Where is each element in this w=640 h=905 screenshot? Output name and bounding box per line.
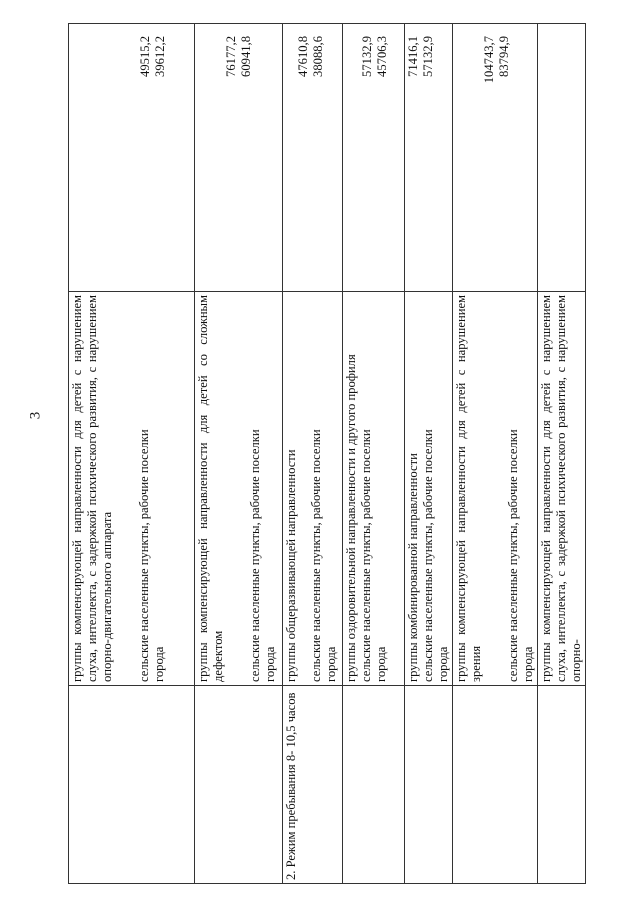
value-rural: 104743,7	[482, 36, 496, 84]
settlement-rural: сельские населенные пункты, рабочие поселки	[137, 429, 151, 682]
value-rural: 57132,9	[360, 36, 374, 77]
settlement-city: города	[152, 646, 166, 682]
group-cell	[453, 292, 538, 686]
group-cell	[195, 292, 283, 686]
mode-cell	[405, 686, 453, 884]
value-city: 83794,9	[497, 36, 511, 77]
settlement-list	[248, 295, 278, 682]
mode-cell	[343, 686, 405, 884]
value-cell	[343, 24, 405, 292]
settlement-city: города	[521, 646, 535, 682]
settlement-city: города	[263, 646, 277, 682]
value-city: 57132,9	[421, 36, 435, 77]
value-rural: 76177,2	[224, 36, 238, 77]
group-description: группы оздоровительной направленности и другого профиля	[344, 354, 358, 682]
settlement-list	[421, 295, 451, 682]
settlement-list	[309, 295, 339, 682]
value-city: 60941,8	[239, 36, 253, 77]
group-description: группы компенсирующей направленности для детей с нарушением слуха, интеллекта, с задержкой психического развития, с нарушением опорно-	[539, 295, 583, 682]
table-row	[283, 24, 343, 884]
value-city: 39612,2	[153, 36, 167, 77]
settlement-rural: сельские населенные пункты, рабочие поселки	[421, 429, 435, 682]
group-cell	[69, 292, 195, 686]
mode-cell	[453, 686, 538, 884]
table-row	[69, 24, 195, 884]
group-description: группы общеразвивающей направленности	[284, 449, 298, 682]
mode-cell	[195, 686, 283, 884]
settlement-list	[137, 295, 167, 682]
tariff-table	[68, 23, 586, 884]
value-cell	[283, 24, 343, 292]
value-rural: 71416,1	[406, 36, 420, 77]
value-rural: 47610,8	[296, 36, 310, 77]
settlement-rural: сельские населенные пункты, рабочие поселки	[309, 429, 323, 682]
settlement-city: города	[436, 646, 450, 682]
mode-cell: 2. Режим пребывания 8- 10,5 часов	[283, 686, 343, 884]
table-row	[343, 24, 405, 884]
settlement-list	[506, 295, 536, 682]
settlement-city: города	[324, 646, 338, 682]
settlement-city: города	[374, 646, 388, 682]
value-city: 38088,6	[311, 36, 325, 77]
group-description: группы комбинированной направленности	[406, 453, 420, 682]
value-cell	[69, 24, 195, 292]
settlement-rural: сельские населенные пункты, рабочие поселки	[359, 429, 373, 682]
settlement-rural: сельские населенные пункты, рабочие поселки	[506, 429, 520, 682]
mode-cell	[538, 686, 586, 884]
value-city: 45706,3	[375, 36, 389, 77]
value-cell	[453, 24, 538, 292]
group-description: группы компенсирующей направленности для детей с нарушением слуха, интеллекта, с задержкой психического развития, с нарушением опорно-двигательного аппарата	[70, 295, 114, 682]
group-cell	[538, 292, 586, 686]
group-cell	[283, 292, 343, 686]
group-description: группы компенсирующей направленности для детей с нарушением зрения	[454, 295, 483, 682]
value-cell	[538, 24, 586, 292]
settlement-rural: сельские населенные пункты, рабочие поселки	[248, 429, 262, 682]
value-rural: 49515,2	[138, 36, 152, 77]
group-description: группы компенсирующей направленности для детей со сложным дефектом	[196, 295, 225, 682]
value-cell	[405, 24, 453, 292]
page-number: 3	[27, 411, 44, 420]
table-row	[453, 24, 538, 884]
group-cell	[343, 292, 405, 686]
table-row	[195, 24, 283, 884]
group-cell	[405, 292, 453, 686]
table-row	[538, 24, 586, 884]
settlement-list	[359, 295, 389, 682]
table-row	[405, 24, 453, 884]
value-cell	[195, 24, 283, 292]
rotated-page-content	[68, 24, 583, 884]
mode-cell	[69, 686, 195, 884]
